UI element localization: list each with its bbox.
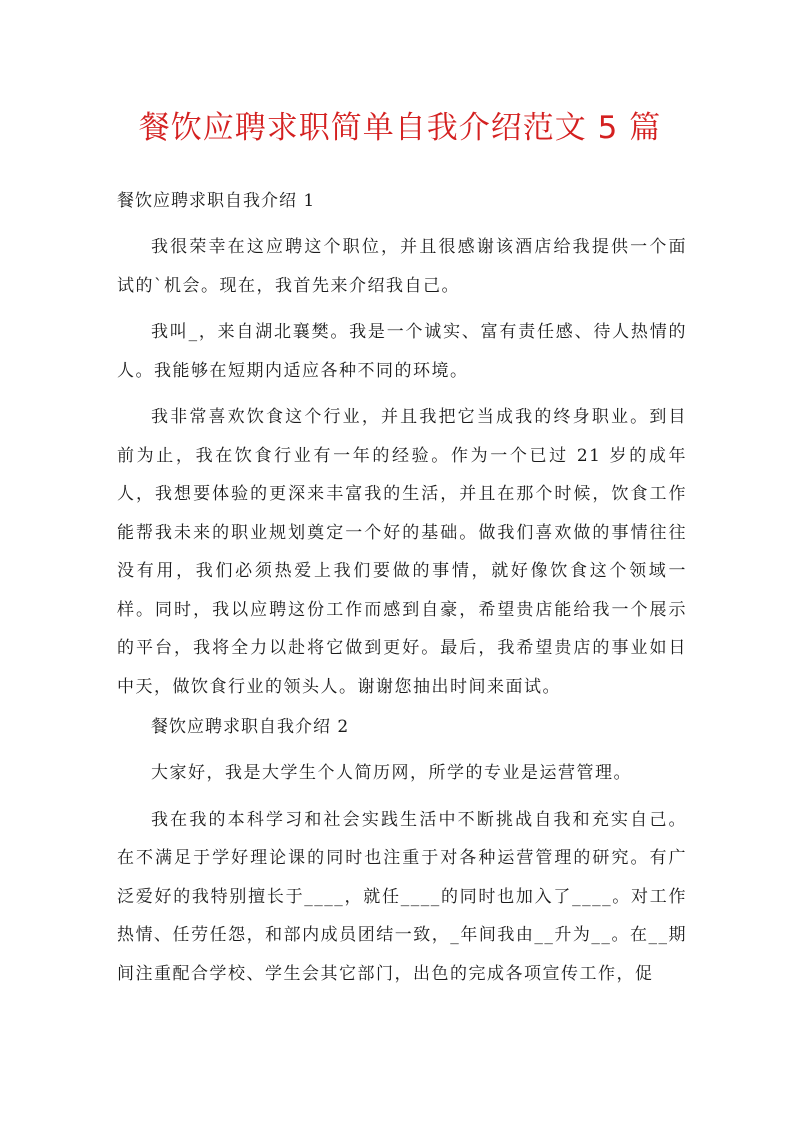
paragraph: 我在我的本科学习和社会实践生活中不断挑战自我和充实自己。在不满足于学好理论课的同时也注重于对各种运营管理的研究。有广泛爱好的我特别擅长于____，就任____的同时也加入了____。对工作热情、任劳任怨，和部内成员团结一致，_年间我由__升为__。在__期间注重配合学校、学生会其它部门，出色的完成各项宣传工作，促 <box>117 809 687 984</box>
paragraph: 我非常喜欢饮食这个行业，并且我把它当成我的终身职业。到目前为止，我在饮食行业有一年的经验。作为一个已过 21 岁的成年人，我想要体验的更深来丰富我的生活，并且在那个时候，饮食工作能帮我未来的职业规划奠定一个好的基础。做我们喜欢做的事情往往没有用，我们必须热爱上我们要做的事情，就好像饮食这个领域一样。同时，我以应聘这份工作而感到自豪，希望贵店能给我一个展示的平台，我将全力以赴将它做到更好。最后，我希望贵店的事业如日中天，做饮食行业的领头人。谢谢您抽出时间来面试。 <box>117 407 687 697</box>
paragraph: 大家好，我是大学生个人简历网，所学的专业是运营管理。 <box>151 763 632 783</box>
document-body <box>117 186 687 993</box>
paragraph: 我很荣幸在这应聘这个职位，并且很感谢该酒店给我提供一个面试的`机会。现在，我首先来介绍我自己。 <box>117 237 687 296</box>
section-heading-1: 餐饮应聘求职自我介绍 1 <box>117 191 316 211</box>
section-heading-2: 餐饮应聘求职自我介绍 2 <box>151 717 350 737</box>
paragraph: 我叫_，来自湖北襄樊。我是一个诚实、富有责任感、待人热情的人。我能够在短期内适应各种不同的环境。 <box>117 322 687 381</box>
document-title: 餐饮应聘求职简单自我介绍范文 5 篇 <box>138 110 662 146</box>
